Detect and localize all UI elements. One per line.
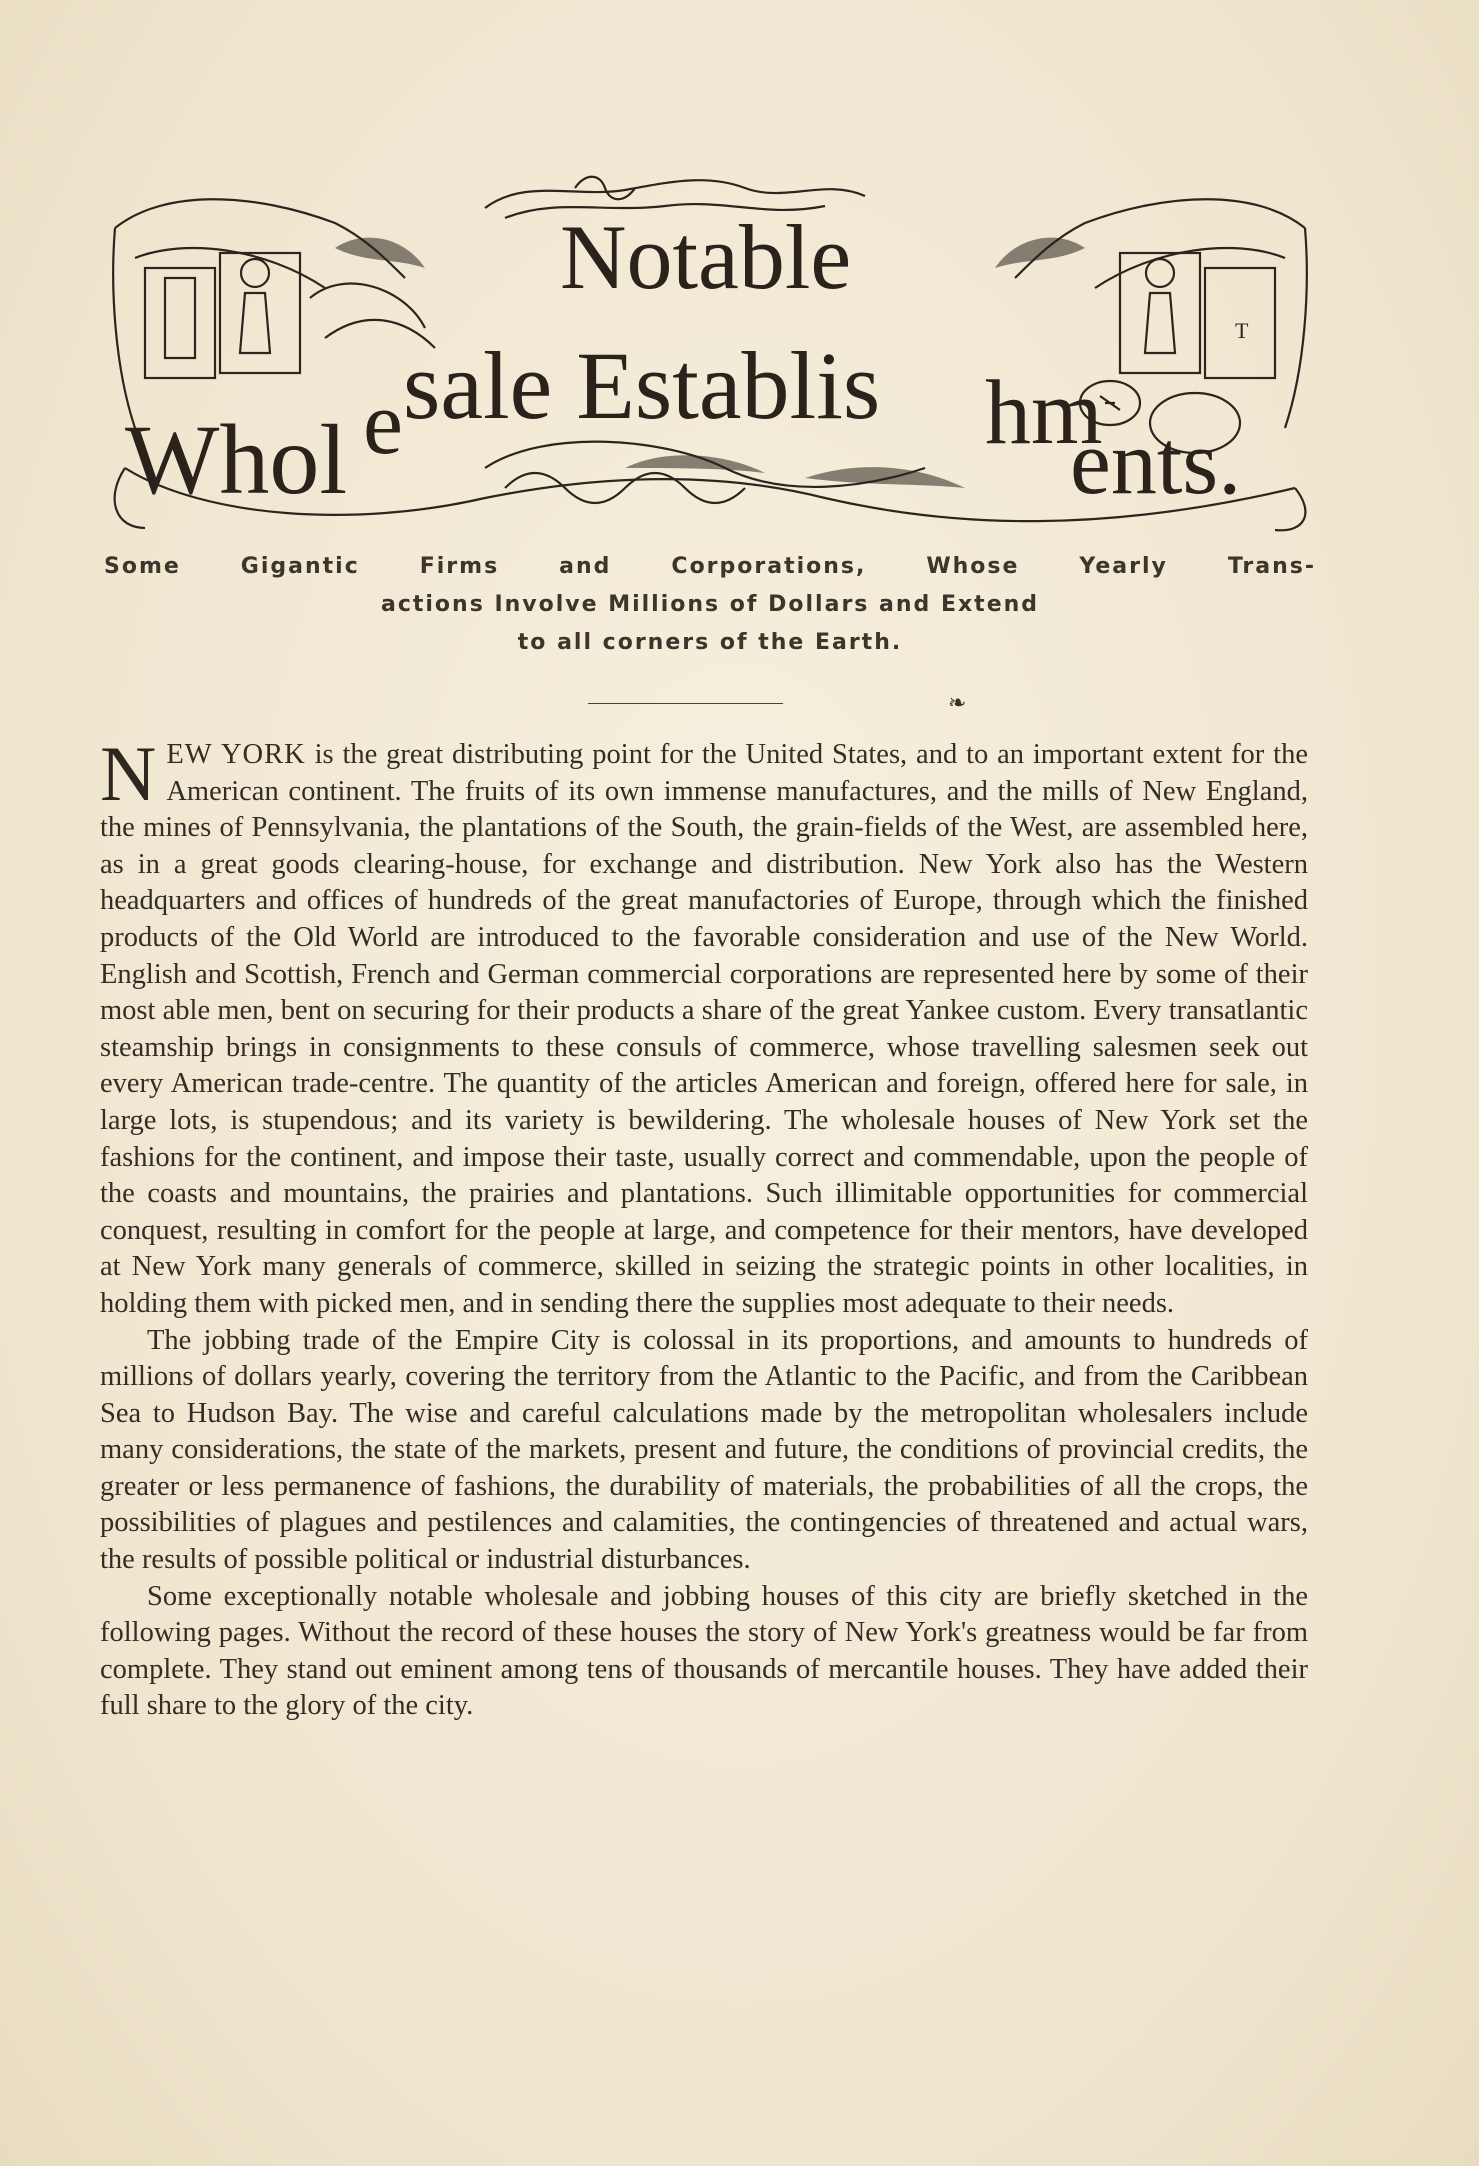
article-body [100,730,1308,1725]
drop-cap: N [100,730,157,817]
paragraph-2: The jobbing trade of the Empire City is colossal in its proportions, and amounts to hundreds of millions of dollars yearly, covering the territory from the Atlantic to the Pacific, and from the Caribbean Sea to Hudson Bay. The wise and careful calculations made by the metropolitan wholesalers include many considerations, the state of the markets, present and future, the conditions of provincial credits, the greater or less permanence of fashions, the durability of materials, the probabilities of all the crops, the possibilities of plagues and pestilences and calamities, the contingencies of threatened and actual wars, the results of possible political or industrial disturbances. [100,1324,1308,1576]
subtitle-line-3: to all corners of the Earth. [517,630,903,655]
banner-title-e: e [363,374,403,473]
ornamental-banner-illustration [105,168,1315,538]
title-banner [105,168,1315,538]
svg-text:T: T [1235,318,1249,343]
banner-title-notable: Notable [560,206,852,308]
subtitle [100,548,1320,662]
paragraph-1-text: is the great distributing point for the United States, and to an important extent for the American continent. The fruits of its own immense manufactures, and the mills of New England, the mines of Pennsylvania, the plantations of the South, the grain-fields of the West, are assembled here, as in a great goods clearing-house, for exchange and distribution. New York also has the Western headquarters and offices of hundreds of the great manufactories of Europe, through which the finished products of the Old World are introduced to the favorable consideration and use of the New World. English and Scottish, French and German commercial corporations are represented here by some of their most able men, bent on securing for their products a share of the great Yankee custom. Every transatlantic steamship brings in consignments to these consuls of commerce, whose travelling salesmen seek out every American trade-centre. The quantity of the articles American and foreign, offered here for sale, in large lots, is stupendous; and its variety is bewildering. The wholesale houses of New York set the fashions for the continent, and impose their taste, usually correct and commendable, upon the people of the coasts and mountains, the prairies and plantations. Such illimitable opportunities for commercial conquest, resulting in comfort for the people at large, and competence for their mentors, have developed at New York many generals of commerce, skilled in seizing the strategic points in other localities, in holding them with picked men, and in sending there the supplies most adequate to their needs. [100,739,1308,1319]
paragraph-1 [100,730,1308,1323]
paragraph-3: Some exceptionally notable wholesale and jobbing houses of this city are briefly sketched in the following pages. Without the record of these houses the story of New York's greatness would be far from complete. They stand out eminent among tens of thousands of mercantile houses. They have added their full share to the glory of the city. [100,1580,1308,1722]
banner-title-sale-establis: sale Establis [403,332,881,439]
banner-title-whol: Whol [125,404,348,515]
subtitle-line-1: Some Gigantic Firms and Corporations, Whose Yearly Trans- [104,554,1316,579]
paragraph-1-smallcaps: EW YORK [166,739,306,770]
subtitle-line-2: actions Involve Millions of Dollars and Extend [380,592,1040,617]
section-divider [588,703,783,704]
banner-title-hm: hm [985,361,1103,463]
banner-title-ents: ents. [1070,411,1242,513]
fleuron-ornament-icon: ❧ [948,690,967,715]
